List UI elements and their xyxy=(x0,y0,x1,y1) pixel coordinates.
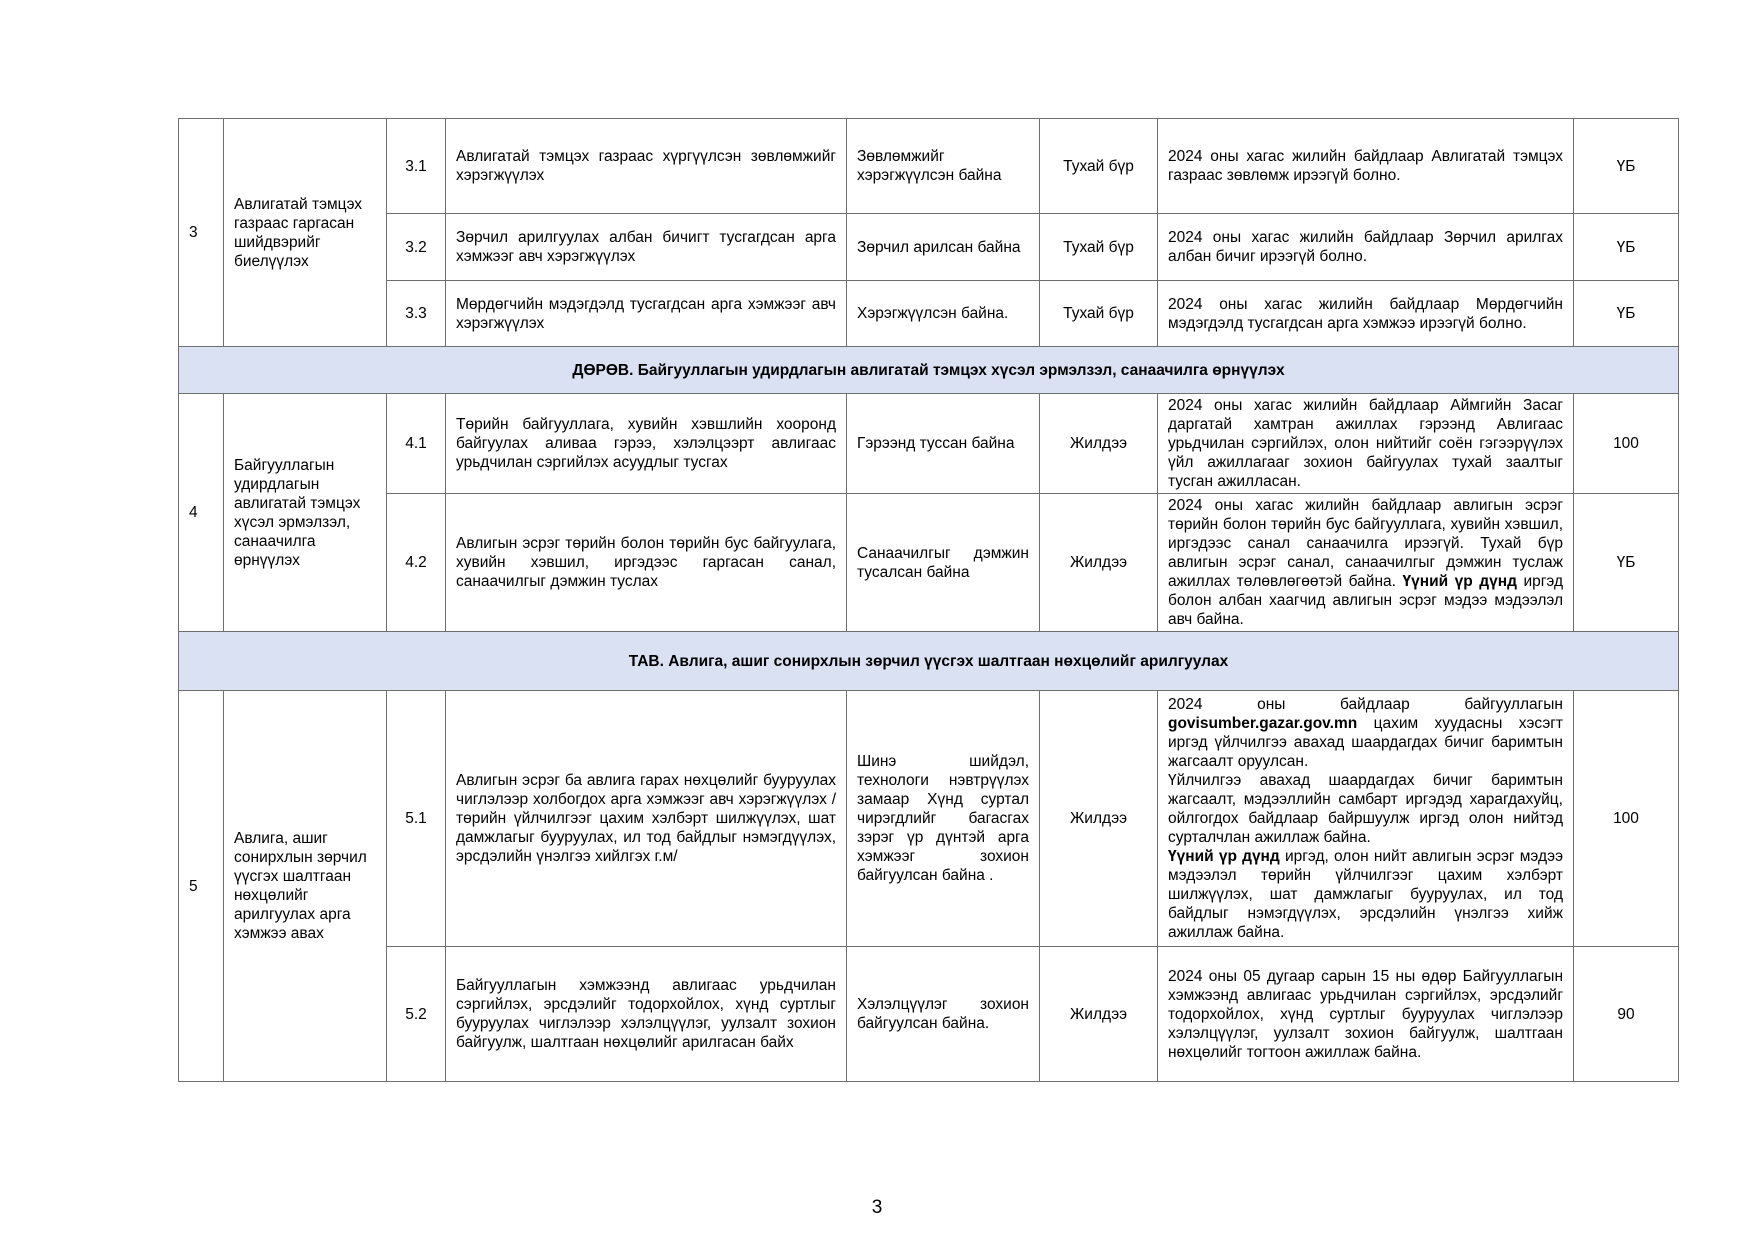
page-number: 3 xyxy=(871,1197,883,1218)
item-activity: Авлигын эсрэг ба авлига гарах нөхцөлийг бууруулах чиглэлээр холбогдох арга хэмжээг авч хэрэгжүүлэх /төрийн үйлчилгээг цахим хэлбэрт шилжүүлэх, шат дамжлагыг бууруулах, ил тод байдлыг нэмэгдүүлэх, эрсдэлийн үнэлгээ хийлгэх г.м/ xyxy=(446,691,847,947)
item-activity: Байгууллагын хэмжээнд авлигаас урьдчилан сэргийлэх, эрсдэлийг тодорхойлох, хүнд суртлыг бууруулах чиглэлээр хэлэлцүүлэг, уулзалт зохион байгуулж, шалтгаан нөхцөлийг арилгасан байх xyxy=(446,947,847,1082)
item-activity: Авлигатай тэмцэх газраас хүргүүлсэн зөвлөмжийг хэрэгжүүлэх xyxy=(446,119,847,214)
item-outcome: Шинэ шийдэл, технологи нэвтрүүлэх замаар Хүнд суртал чирэгдлийг багасгах зэрэг үр дүнтэй арга хэмжээг зохион байгуулсан байна . xyxy=(847,691,1040,947)
result-text: 2024 оны байдлаар байгууллагын xyxy=(1168,696,1563,713)
action-plan-table xyxy=(178,118,1679,1082)
item-term: Жилдээ xyxy=(1040,494,1158,632)
item-code: 3.1 xyxy=(387,119,446,214)
item-score: 100 xyxy=(1574,691,1679,947)
item-outcome: Санаачилгыг дэмжин тусалсан байна xyxy=(847,494,1040,632)
table-row xyxy=(179,214,1679,281)
section-header-row xyxy=(179,347,1679,394)
item-term: Жилдээ xyxy=(1040,394,1158,494)
goal-number: 4 xyxy=(179,394,224,632)
item-term: Тухай бүр xyxy=(1040,119,1158,214)
table-row xyxy=(179,947,1679,1082)
table-row xyxy=(179,281,1679,347)
item-outcome: Гэрээнд туссан байна xyxy=(847,394,1040,494)
item-result: 2024 оны хагас жилийн байдлаар Зөрчил арилгах албан бичиг ирээгүй болно. xyxy=(1158,214,1574,281)
section-title: ТАВ. Авлига, ашиг сонирхлын зөрчил үүсгэх шалтгаан нөхцөлийг арилгуулах xyxy=(179,632,1679,691)
item-activity: Төрийн байгууллага, хувийн хэвшлийн хооронд байгуулах аливаа гэрээ, хэлэлцээрт авлигаас урьдчилан сэргийлэх асуудлыг тусгах xyxy=(446,394,847,494)
item-activity: Авлигын эсрэг төрийн болон төрийн бус байгуулага, хувийн хэвшил, иргэдээс гаргасан санал, санаачилгыг дэмжин туслах xyxy=(446,494,847,632)
item-code: 3.3 xyxy=(387,281,446,347)
table-row xyxy=(179,394,1679,494)
table-row xyxy=(179,119,1679,214)
result-text: 2024 оны хагас жилийн байдлаар авлигын эсрэг төрийн болон төрийн бус байгууллага, хувийн хэвшил, иргэдээс санал санаачилга ирээгүй. Тухай бүр авлигын эсрэг санал, санаачилгыг дэмжин туслаж ажиллах төлөвлөгөөтэй байна. xyxy=(1168,497,1563,590)
item-score: ҮБ xyxy=(1574,119,1679,214)
result-highlight: Үүний үр дүнд xyxy=(1402,573,1517,590)
item-score: 100 xyxy=(1574,394,1679,494)
table-row xyxy=(179,691,1679,947)
result-text: иргэд, олон нийт авлигын эсрэг мэдээ мэдээлэл төрийн үйлчилгээг цахим хэлбэрт шилжүүлэх, шат дамжлагыг бууруулах, ил тод байдлыг нэмэгдүүлэх, эрсдэлийн үнэлгээ хийж ажиллаж байна. xyxy=(1168,848,1563,941)
item-result xyxy=(1158,691,1574,947)
item-outcome: Зөрчил арилсан байна xyxy=(847,214,1040,281)
item-outcome: Зөвлөмжийг хэрэгжүүлсэн байна xyxy=(847,119,1040,214)
item-activity: Мөрдөгчийн мэдэгдэлд тусгагдсан арга хэмжээг авч хэрэгжүүлэх xyxy=(446,281,847,347)
item-code: 5.2 xyxy=(387,947,446,1082)
item-code: 3.2 xyxy=(387,214,446,281)
website-address: govisumber.gazar.gov.mn xyxy=(1168,715,1358,732)
goal-text: Байгууллагын удирдлагын авлигатай тэмцэх хүсэл эрмэлзэл, санаачилга өрнүүлэх xyxy=(224,394,387,632)
section-title: ДӨРӨВ. Байгууллагын удирдлагын авлигатай тэмцэх хүсэл эрмэлзэл, санаачилга өрнүүлэх xyxy=(179,347,1679,394)
item-score: ҮБ xyxy=(1574,214,1679,281)
table-row xyxy=(179,494,1679,632)
item-score: ҮБ xyxy=(1574,281,1679,347)
result-text: Үйлчилгээ авахад шаардагдах бичиг баримтын жагсаалт, мэдээллийн самбарт иргэдэд харагдахуйц, ойлгогдох байдлаар байршуулж иргэд олон нийтэд сурталчлан ажиллаж байна. xyxy=(1168,772,1563,846)
result-text: цахим хуудасны хэсэгт иргэд үйлчилгээ авахад шаардагдах бичиг баримтын жагсаалт оруулсан. xyxy=(1168,715,1563,770)
item-outcome: Хэрэгжүүлсэн байна. xyxy=(847,281,1040,347)
item-term: Жилдээ xyxy=(1040,691,1158,947)
result-highlight: Үүний үр дүнд xyxy=(1168,848,1280,865)
goal-number: 5 xyxy=(179,691,224,1082)
item-score: 90 xyxy=(1574,947,1679,1082)
result-text: иргэд болон албан хаагчид авлигын эсрэг мэдээ мэдээлэл авч байна. xyxy=(1168,573,1564,628)
goal-text: Авлигатай тэмцэх газраас гаргасан шийдвэрийг биелүүлэх xyxy=(224,119,387,347)
item-code: 4.1 xyxy=(387,394,446,494)
section-header-row xyxy=(179,632,1679,691)
goal-text: Авлига, ашиг сонирхлын зөрчил үүсгэх шалтгаан нөхцөлийг арилгуулах арга хэмжээ авах xyxy=(224,691,387,1082)
item-result: 2024 оны хагас жилийн байдлаар Мөрдөгчийн мэдэгдэлд тусгагдсан арга хэмжээ ирээгүй болно. xyxy=(1158,281,1574,347)
item-code: 4.2 xyxy=(387,494,446,632)
item-activity: Зөрчил арилгуулах албан бичигт тусгагдсан арга хэмжээг авч хэрэгжүүлэх xyxy=(446,214,847,281)
item-score: ҮБ xyxy=(1574,494,1679,632)
item-outcome: Хэлэлцүүлэг зохион байгуулсан байна. xyxy=(847,947,1040,1082)
goal-number: 3 xyxy=(179,119,224,347)
item-term: Тухай бүр xyxy=(1040,214,1158,281)
item-result xyxy=(1158,494,1574,632)
item-term: Жилдээ xyxy=(1040,947,1158,1082)
item-code: 5.1 xyxy=(387,691,446,947)
item-result: 2024 оны 05 дугаар сарын 15 ны өдөр Байгууллагын хэмжээнд авлигаас урьдчилан сэргийлэх, эрсдэлийг тодорхойлох, хүнд суртлыг бууруулах чиглэлээр хэлэлцүүлэг, уулзалт зохион байгуулж, шалтгаан нөхцөлийг тогтоон ажиллаж байна. xyxy=(1158,947,1574,1082)
item-term: Тухай бүр xyxy=(1040,281,1158,347)
item-result: 2024 оны хагас жилийн байдлаар Авлигатай тэмцэх газраас зөвлөмж ирээгүй болно. xyxy=(1158,119,1574,214)
item-result: 2024 оны хагас жилийн байдлаар Аймгийн Засаг даргатай хамтран ажиллах гэрээнд Авлигаас урьдчилан сэргийлэх, олон нийтийг соён гэгээрүүлэх үйл ажиллагааг зохион байгуулах тухай заалтыг тусган ажилласан. xyxy=(1158,394,1574,494)
